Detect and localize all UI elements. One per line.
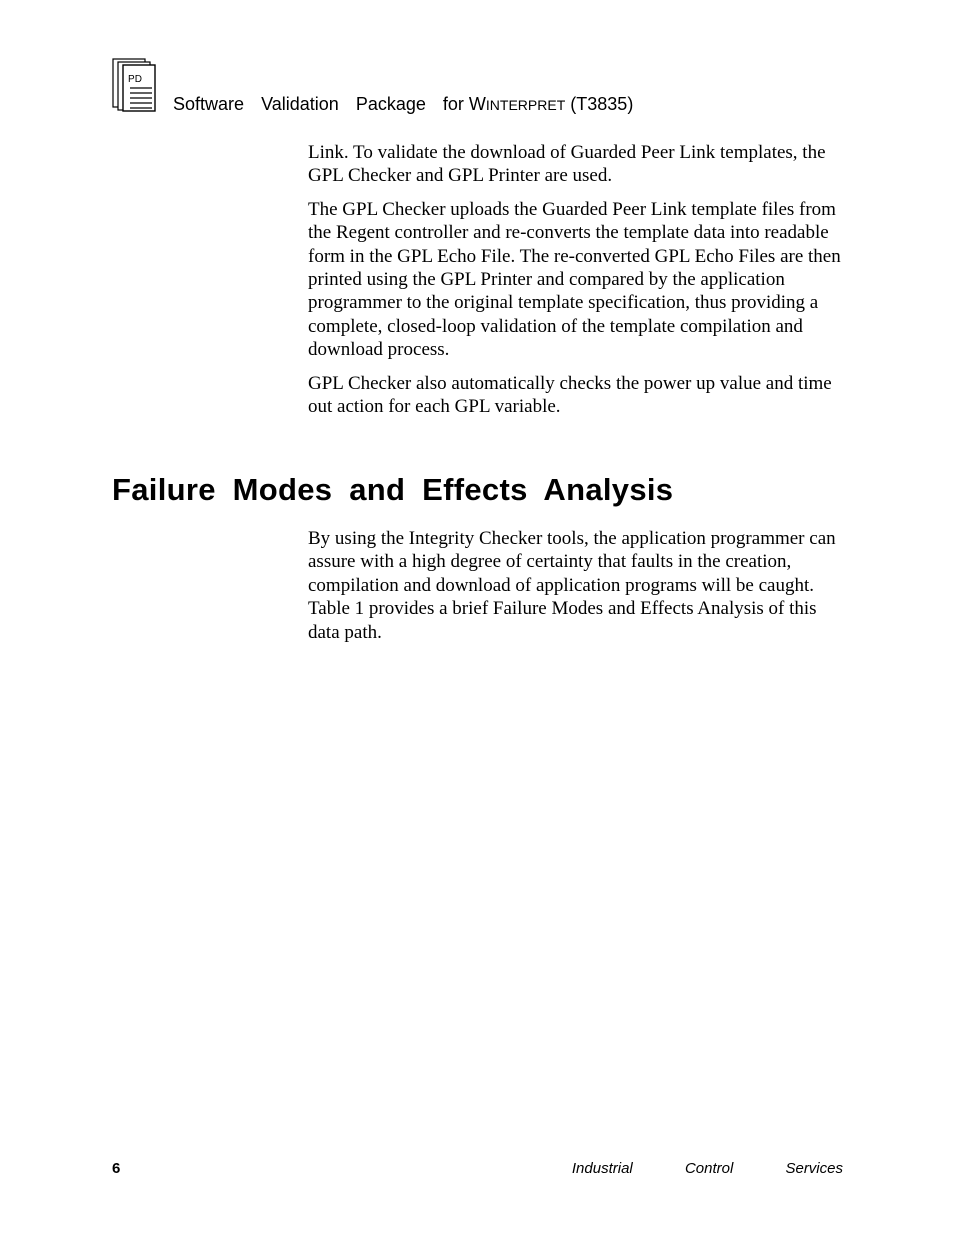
product-code: (T3835) — [570, 94, 634, 114]
section-heading: Failure Modes and Effects Analysis — [112, 472, 674, 507]
body-top — [308, 141, 848, 428]
product-rest: INTERPRET — [485, 97, 566, 113]
section-body — [308, 527, 848, 654]
header-word: Software — [173, 94, 245, 114]
product-name — [469, 94, 565, 114]
footer-word: Control — [684, 1160, 734, 1177]
body-paragraph: By using the Integrity Checker tools, the application programmer can assure with a high degree of certainty that faults in the creation, compilation and download of application programs will be caught. Table 1 provides a brief Failure Modes and Effects Analysis of this data path. — [308, 528, 836, 643]
product-initial: W — [468, 94, 486, 114]
footer-company — [524, 1160, 843, 1177]
document-stack-icon — [112, 58, 156, 112]
header-word: Package — [355, 94, 426, 114]
header-word: Validation — [261, 94, 339, 114]
page-number: 6 — [112, 1160, 121, 1177]
footer-word: Industrial — [571, 1160, 633, 1177]
footer-word: Services — [785, 1160, 843, 1177]
logo-text: PD — [128, 74, 142, 85]
body-paragraph: Link. To validate the download of Guarded Peer Link templates, the GPL Checker and GPL Printer are used. — [308, 142, 826, 187]
running-header — [173, 94, 633, 115]
header-word: for — [442, 94, 464, 114]
body-paragraph: The GPL Checker uploads the Guarded Peer Link template files from the Regent controller and re-converts the template data into readable form in the GPL Echo File. The re-converted GPL Echo Files are then printed using the GPL Printer and compared by the application programmer to the original template specification, thus providing a complete, closed-loop validation of the template compilation and download process. — [308, 198, 841, 361]
body-paragraph: GPL Checker also automatically checks the power up value and time out action for each GPL variable. — [308, 372, 832, 418]
